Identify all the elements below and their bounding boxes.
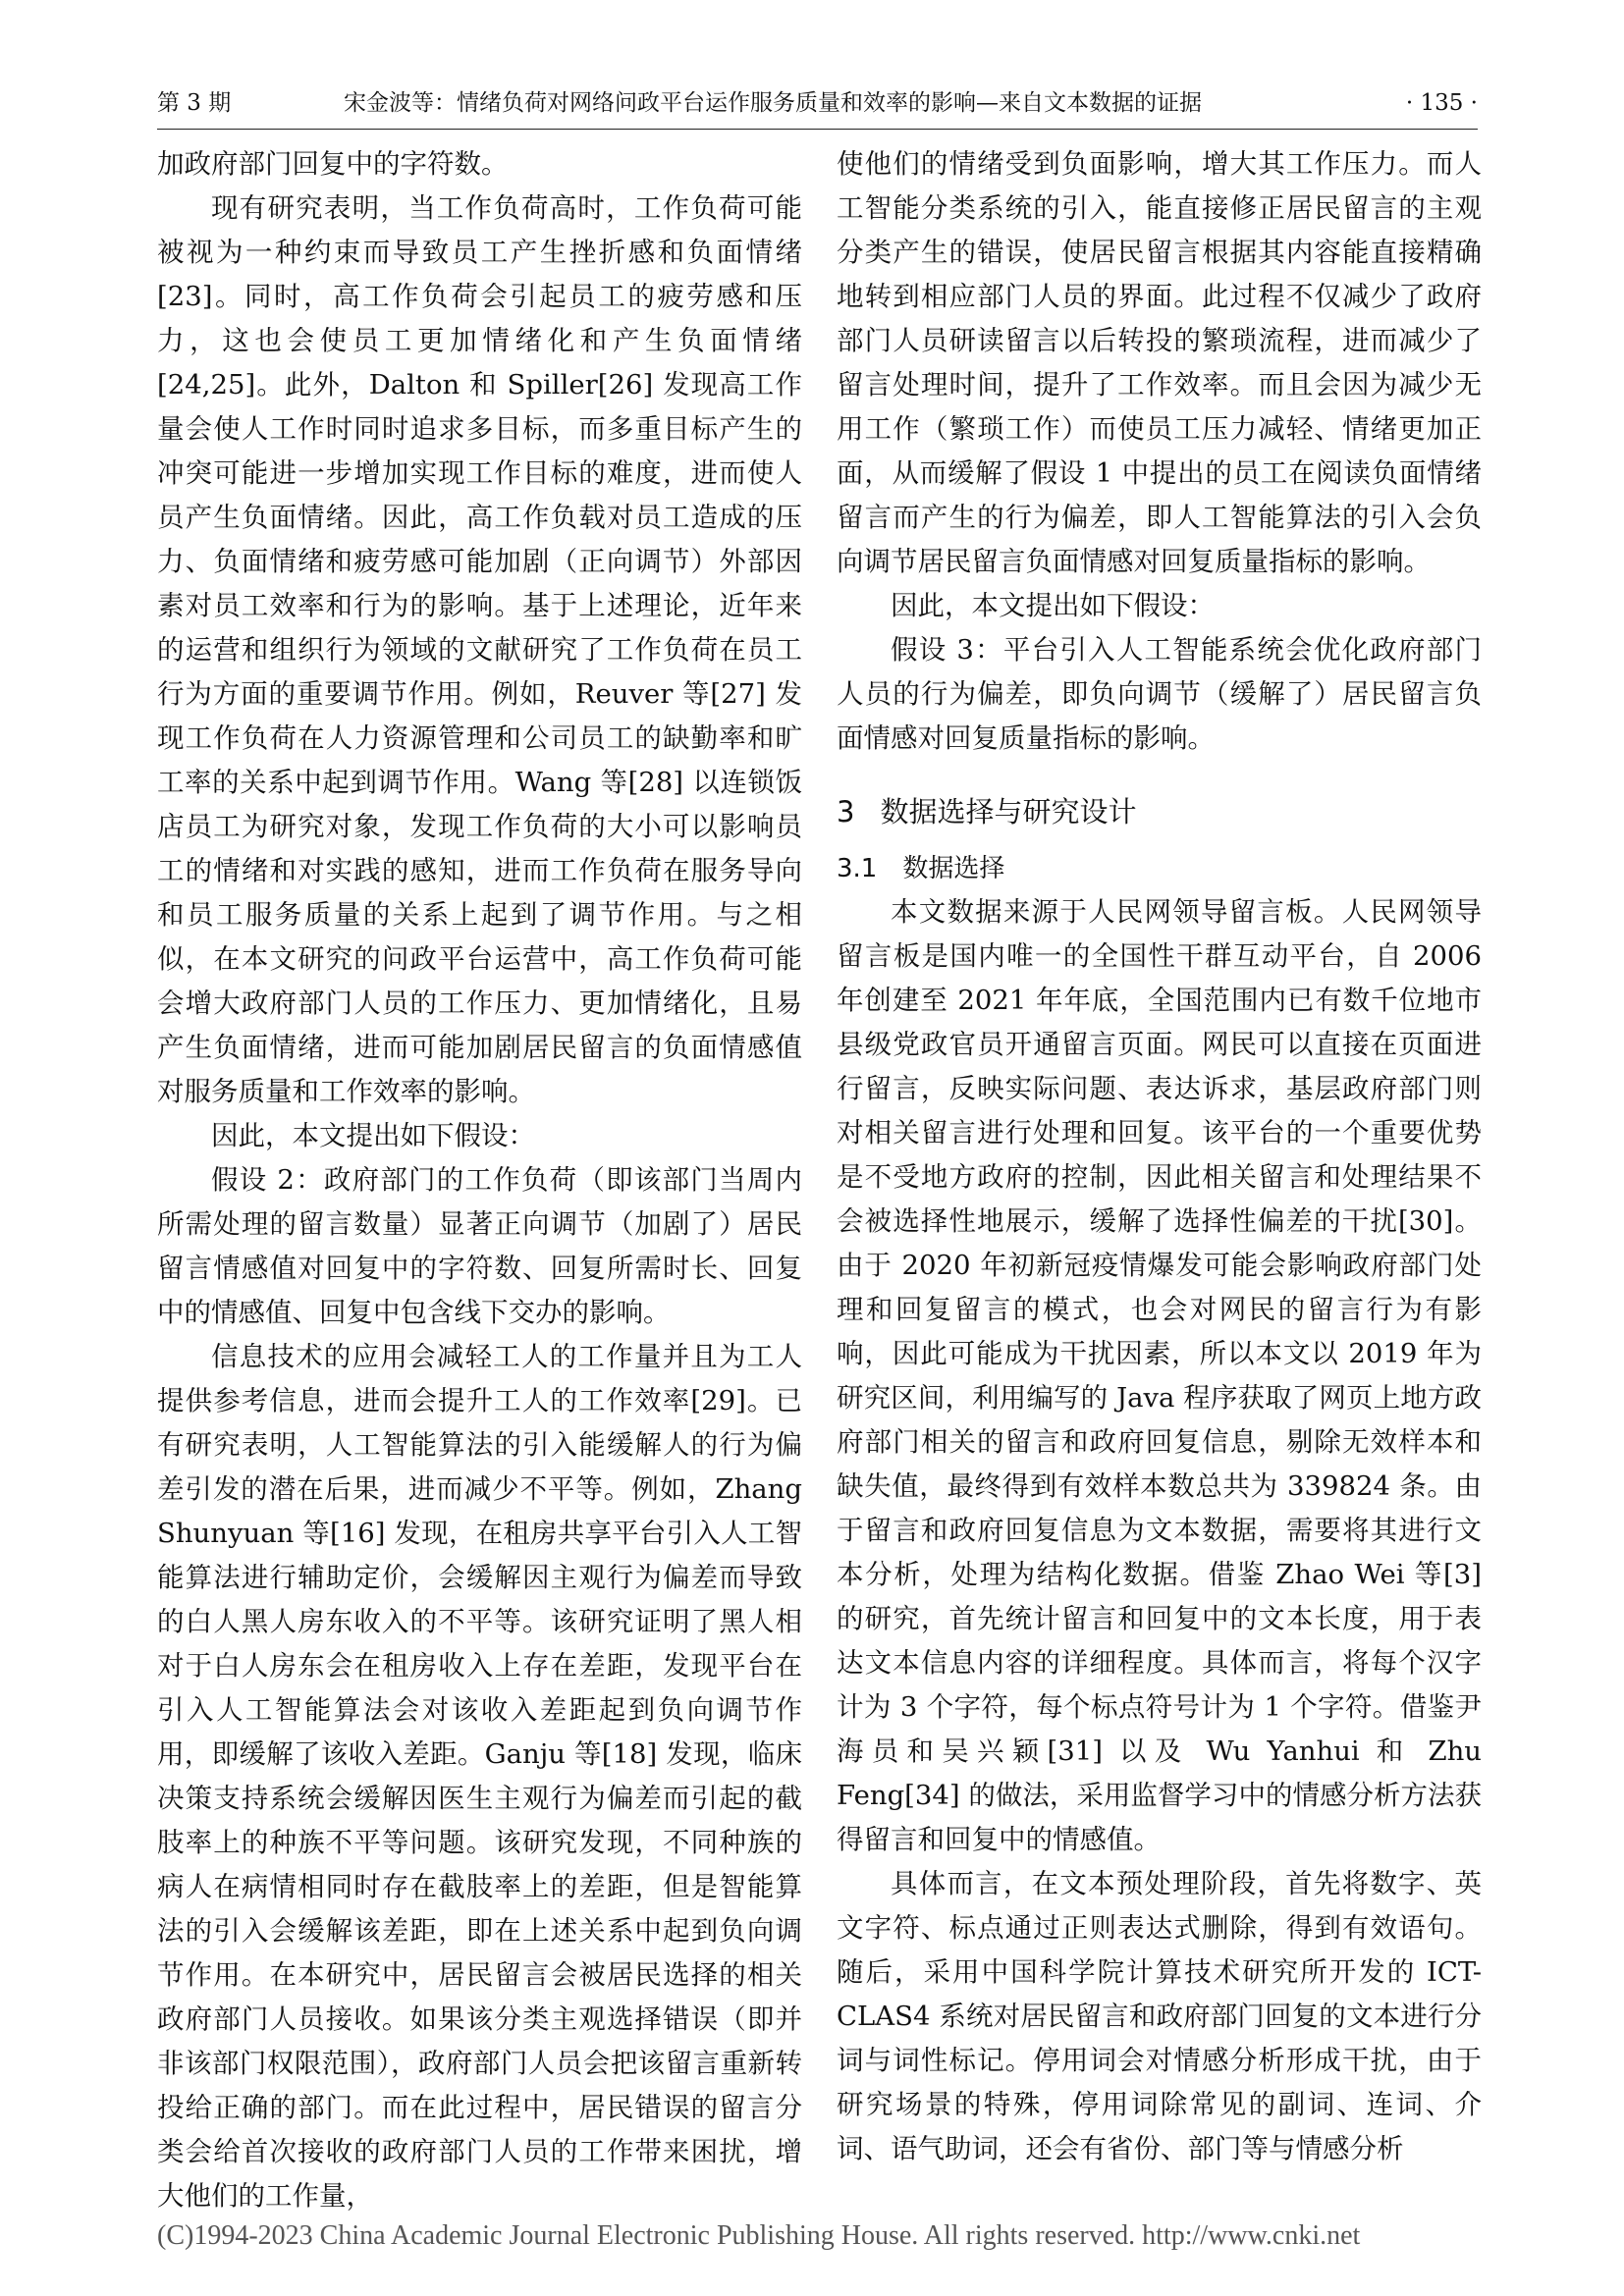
left-column — [157, 142, 802, 2218]
header-rule — [157, 129, 1478, 130]
subsection-title: 数据选择 — [902, 854, 1005, 883]
subsection-heading — [837, 847, 1482, 890]
subsection-number: 3.1 — [837, 854, 878, 883]
section-heading — [837, 790, 1482, 833]
section-number: 3 — [837, 795, 855, 828]
paragraph: 信息技术的应用会减轻工人的工作量并且为工人提供参考信息，进而会提升工人的工作效率[29]。已有研究表明，人工智能算法的引入能缓解人的行为偏差引发的潜在后果，进而减少不平等。例如，Zhang Shunyuan 等[16] 发现，在租房共享平台引入人工智能算法进行辅助定价，会缓解因主观行为偏差而导致的白人黑人房东收入的不平等。该研究证明了黑人相对于白人房东会在租房收入上存在差距，发现平台在引入人工智能算法会对该收入差距起到负向调节作用，即缓解了该收入差距。Ganju 等[18] 发现，临床决策支持系统会缓解因医生主观行为偏差而引起的截肢率上的种族不平等问题。该研究发现，不同种族的病人在病情相同时存在截肢率上的差距，但是智能算法的引入会缓解该差距，即在上述关系中起到负向调节作用。在本研究中，居民留言会被居民选择的相关政府部门人员接收。如果该分类主观选择错误（即并非该部门权限范围），政府部门人员会把该留言重新转投给正确的部门。而在此过程中，居民错误的留言分类会给首次接收的政府部门人员的工作带来困扰，增大他们的工作量， — [157, 1341, 802, 2212]
paragraph: 现有研究表明，当工作负荷高时，工作负荷可能被视为一种约束而导致员工产生挫折感和负面情绪[23]。同时，高工作负荷会引起员工的疲劳感和压力，这也会使员工更加情绪化和产生负面情绪[24,25]。此外，Dalton 和 Spiller[26] 发现高工作量会使人工作时同时追求多目标，而多重目标产生的冲突可能进一步增加实现工作目标的难度，进而使人员产生负面情绪。因此，高工作负载对员工造成的压力、负面情绪和疲劳感可能加剧（正向调节）外部因素对员工效率和行为的影响。基于上述理论，近年来的运营和组织行为领域的文献研究了工作负荷在员工行为方面的重要调节作用。例如，Reuver 等[27] 发现工作负荷在人力资源管理和公司员工的缺勤率和旷工率的关系中起到调节作用。Wang 等[28] 以连锁饭店员工为研究对象，发现工作负荷的大小可以影响员工的情绪和对实践的感知，进而工作负荷在服务导向和员工服务质量的关系上起到了调节作用。与之相似，在本文研究的问政平台运营中，高工作负荷可能会增大政府部门人员的工作压力、更加情绪化，且易产生负面情绪，进而可能加剧居民留言的负面情感值对服务质量和工作效率的影响。 — [157, 192, 802, 1107]
paragraph: 具体而言，在文本预处理阶段，首先将数字、英文字符、标点通过正则表达式删除，得到有效语句。随后，采用中国科学院计算技术研究所开发的 ICT-CLAS4 系统对居民留言和政府部门回复的文本进行分词与词性标记。停用词会对情感分析形成干扰，由于研究场景的特殊，停用词除常见的副词、连词、介词、语气助词，还会有省份、部门等与情感分析 — [837, 1868, 1482, 2164]
right-column — [837, 142, 1482, 2171]
running-title: 宋金波等：情绪负荷对网络问政平台运作服务质量和效率的影响—来自文本数据的证据 — [344, 90, 1202, 116]
hypothesis-3: 假设 3：平台引入人工智能系统会优化政府部门人员的行为偏差，即负向调节（缓解了）居民留言负面情感对回复质量指标的影响。 — [837, 634, 1482, 754]
paragraph: 本文数据来源于人民网领导留言板。人民网领导留言板是国内唯一的全国性干群互动平台，自 2006 年创建至 2021 年年底，全国范围内已有数千位地市县级党政官员开通留言页面。网民可以直接在页面进行留言，反映实际问题、表达诉求，基层政府部门则对相关留言进行处理和回复。该平台的一个重要优势是不受地方政府的控制，因此相关留言和处理结果不会被选择性地展示，缓解了选择性偏差的干扰[30]。由于 2020 年初新冠疫情爆发可能会影响政府部门处理和回复留言的模式，也会对网民的留言行为有影响，因此可能成为干扰因素，所以本文以 2019 年为研究区间，利用编写的 Java 程序获取了网页上地方政府部门相关的留言和政府回复信息，剔除无效样本和缺失值，最终得到有效样本数总共为 339824 条。由于留言和政府回复信息为文本数据，需要将其进行文本分析，处理为结构化数据。借鉴 Zhao Wei 等[3] 的研究，首先统计留言和回复中的文本长度，用于表达文本信息内容的详细程度。具体而言，将每个汉字计为 3 个字符，每个标点符号计为 1 个字符。借鉴尹海员和吴兴颖[31] 以及 Wu Yanhui 和 Zhu Feng[34] 的做法，采用监督学习中的情感分析方法获得留言和回复中的情感值。 — [837, 896, 1482, 1855]
page-number: · 135 · — [1405, 90, 1478, 116]
copyright-footer: (C)1994-2023 China Academic Journal Electronic Publishing House. All rights reserved. http://www.cnki.net — [157, 2220, 1361, 2251]
hypothesis-2: 假设 2：政府部门的工作负荷（即该部门当周内所需处理的留言数量）显著正向调节（加剧了）居民留言情感值对回复中的字符数、回复所需时长、回复中的情感值、回复中包含线下交办的影响。 — [157, 1164, 802, 1328]
section-title: 数据选择与研究设计 — [880, 795, 1137, 828]
issue-number: 第 3 期 — [157, 90, 232, 116]
paragraph: 加政府部门回复中的字符数。 — [157, 148, 509, 180]
running-header — [157, 83, 1478, 123]
paragraph: 因此，本文提出如下假设： — [891, 590, 1215, 621]
paragraph: 使他们的情绪受到负面影响，增大其工作压力。而人工智能分类系统的引入，能直接修正居民留言的主观分类产生的错误，使居民留言根据其内容能直接精确地转到相应部门人员的界面。此过程不仅减少了政府部门人员研读留言以后转投的繁琐流程，进而减少了留言处理时间，提升了工作效率。而且会因为减少无用工作（繁琐工作）而使员工压力减轻、情绪更加正面，从而缓解了假设 1 中提出的员工在阅读负面情绪留言而产生的行为偏差，即人工智能算法的引入会负向调节居民留言负面情感对回复质量指标的影响。 — [837, 148, 1482, 577]
paragraph: 因此，本文提出如下假设： — [211, 1120, 535, 1151]
